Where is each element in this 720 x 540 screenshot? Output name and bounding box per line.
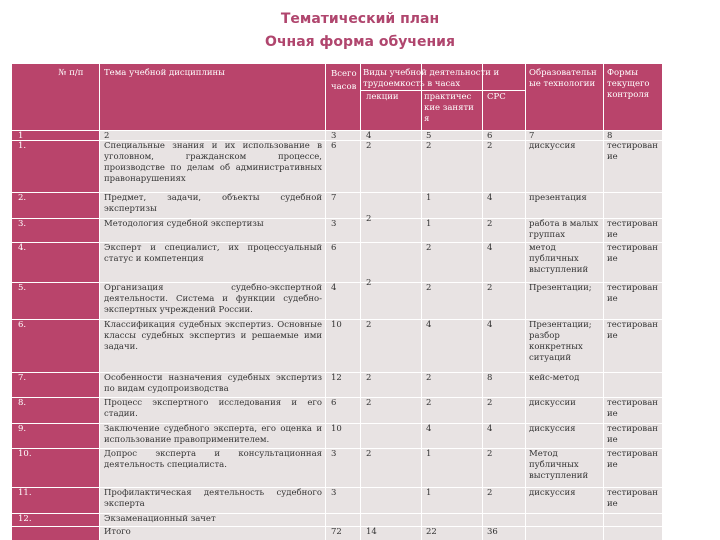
row-3-topic: Методология судебной экспертизы [104, 219, 264, 229]
row-6-lectures: 2 [366, 320, 372, 330]
row-9-srs: 4 [487, 424, 493, 434]
header-lectures: лекции [366, 92, 399, 102]
column-divider-4 [421, 64, 422, 540]
row-10-num: 10. [18, 449, 32, 459]
row-3-srs: 2 [487, 219, 493, 229]
row-10-lectures: 2 [366, 449, 372, 459]
colnum-2: 2 [104, 131, 110, 141]
row-9-total: 10 [331, 424, 342, 434]
row-9-topic: Заключение судебного эксперта, его оценка и использование правоприменителем. [104, 424, 322, 445]
row-6-total: 10 [331, 320, 342, 330]
row-1-total: 6 [331, 141, 337, 151]
header-edu-tech: Образовательные технологии [529, 68, 597, 89]
row-7-total: 12 [331, 373, 342, 383]
row-4-srs: 4 [487, 243, 493, 253]
header-num: № п/п [58, 68, 84, 78]
colnum-5: 5 [426, 131, 432, 141]
row-8-total: 6 [331, 398, 337, 408]
row-12-num: 12. [18, 514, 32, 524]
row-11-practical: 1 [426, 488, 432, 498]
row-1-practical: 2 [426, 141, 432, 151]
row-1-srs: 2 [487, 141, 493, 151]
column-divider-7 [603, 64, 604, 540]
row-9-control: тестирование [607, 424, 658, 445]
colnum-1: 1 [18, 131, 24, 141]
row-5-practical: 2 [426, 283, 432, 293]
column-divider-2 [325, 64, 326, 540]
row-2-num: 2. [18, 193, 27, 203]
header-srs: СРС [487, 92, 506, 102]
row-2-topic: Предмет, задачи, объекты судебной экспертизы [104, 193, 322, 214]
row-2-srs: 4 [487, 193, 493, 203]
row-4-practical: 2 [426, 243, 432, 253]
row-8-practical: 2 [426, 398, 432, 408]
row-13-lectures: 14 [366, 527, 377, 537]
row-6-practical: 4 [426, 320, 432, 330]
row-5-num: 5. [18, 283, 27, 293]
header-total: Всего часов [331, 69, 357, 92]
colnum-7: 7 [529, 131, 535, 141]
row-2-total: 7 [331, 193, 337, 203]
row-7-srs: 8 [487, 373, 493, 383]
row-10-practical: 1 [426, 449, 432, 459]
row-7-tech: кейс-метод [529, 373, 580, 383]
row-5-topic: Организация судебно-экспертной деятельности. Система и функции судебно-экспертных учреждений России. [104, 283, 322, 315]
colnum-8: 8 [607, 131, 613, 141]
row-7-num: 7. [18, 373, 27, 383]
row-8-tech: дискуссии [529, 398, 576, 408]
row-6-num: 6. [18, 320, 27, 330]
header-activities: Виды учебной деятельности и трудоемкость в часах [363, 68, 500, 89]
row-10-control: тестирование [607, 449, 658, 470]
row-5-tech: Презентации; [529, 283, 592, 293]
row-7-topic: Особенности назначения судебных экспертиз по видам судопроизводства [104, 373, 322, 394]
column-divider-5 [482, 64, 483, 540]
row-7-lectures: 2 [366, 373, 372, 383]
header-practical: практические занятия [424, 92, 474, 124]
row-6-topic: Классификация судебных экспертиз. Основные классы судебных экспертиз и решаемые ими задачи. [104, 320, 322, 352]
row-6-srs: 4 [487, 320, 493, 330]
row-4-control: тестирование [607, 243, 658, 264]
row-3-control: тестирование [607, 219, 658, 240]
row-3-practical: 1 [426, 219, 432, 229]
row-8-srs: 2 [487, 398, 493, 408]
row-2-practical: 1 [426, 193, 432, 203]
colnum-6: 6 [487, 131, 493, 141]
subheader-divider [360, 88, 361, 89]
row-4-num: 4. [18, 243, 27, 253]
row-1-lectures: 2 [366, 141, 372, 151]
row-11-num: 11. [18, 488, 32, 498]
header-topic: Тема учебной дисциплины [104, 68, 225, 78]
row-3-tech: работа в малых группах [529, 219, 599, 240]
row-10-topic: Допрос эксперта и консультационная деятельность специалиста. [104, 449, 322, 470]
row-9-practical: 4 [426, 424, 432, 434]
row-4-total: 6 [331, 243, 337, 253]
row-11-srs: 2 [487, 488, 493, 498]
column-divider-6 [525, 64, 526, 540]
row-13-topic: Итого [104, 527, 131, 537]
lectures-merged-rows-2-3: 2 [366, 214, 372, 224]
row-7-practical: 2 [426, 373, 432, 383]
row-11-tech: дискуссия [529, 488, 576, 498]
row-4-topic: Эксперт и специалист, их процессуальный статус и компетенция [104, 243, 322, 264]
row-8-lectures: 2 [366, 398, 372, 408]
row-1-control: тестирование [607, 141, 658, 162]
row-13-srs: 36 [487, 527, 498, 537]
row-10-srs: 2 [487, 449, 493, 459]
row-3-num: 3. [18, 219, 27, 229]
row-2-tech: презентация [529, 193, 587, 203]
row-8-control: тестирование [607, 398, 658, 419]
row-11-topic: Профилактическая деятельность судебного эксперта [104, 488, 322, 509]
row-9-num: 9. [18, 424, 27, 434]
row-1-topic: Специальные знания и их использование в уголовном, гражданском процессе, производстве по делам об административных правонарушениях [104, 141, 322, 184]
lectures-merged-rows-4-5: 2 [366, 278, 372, 288]
row-10-tech: Метод публичных выступлений [529, 449, 589, 481]
page-title-line2: Очная форма обучения [265, 34, 455, 50]
colnum-3: 3 [331, 131, 337, 141]
row-5-control: тестирование [607, 283, 658, 304]
colnum-4: 4 [366, 131, 372, 141]
row-6-tech: Презентации; разбор конкретных ситуаций [529, 320, 592, 363]
row-8-num: 8. [18, 398, 27, 408]
row-1-num: 1. [18, 141, 27, 151]
page-title-line1: Тематический план [280, 11, 440, 27]
row-1-tech: дискуссия [529, 141, 576, 151]
activities-subheader-divider [360, 90, 525, 91]
row-4-tech: метод публичных выступлений [529, 243, 589, 275]
column-divider-3 [360, 64, 361, 540]
row-8-topic: Процесс экспертного исследования и его стадии. [104, 398, 322, 419]
row-3-total: 3 [331, 219, 337, 229]
row-13-practical: 22 [426, 527, 437, 537]
row-10-total: 3 [331, 449, 337, 459]
column-divider-1 [99, 64, 100, 540]
row-11-control: тестирование [607, 488, 658, 509]
row-12-topic: Экзаменационный зачет [104, 514, 216, 524]
row-11-total: 3 [331, 488, 337, 498]
row-5-total: 4 [331, 283, 337, 293]
header-control: Формы текущего контроля [607, 68, 650, 100]
row-5-srs: 2 [487, 283, 493, 293]
row-9-tech: дискуссия [529, 424, 576, 434]
row-13-total: 72 [331, 527, 342, 537]
row-6-control: тестирование [607, 320, 658, 341]
